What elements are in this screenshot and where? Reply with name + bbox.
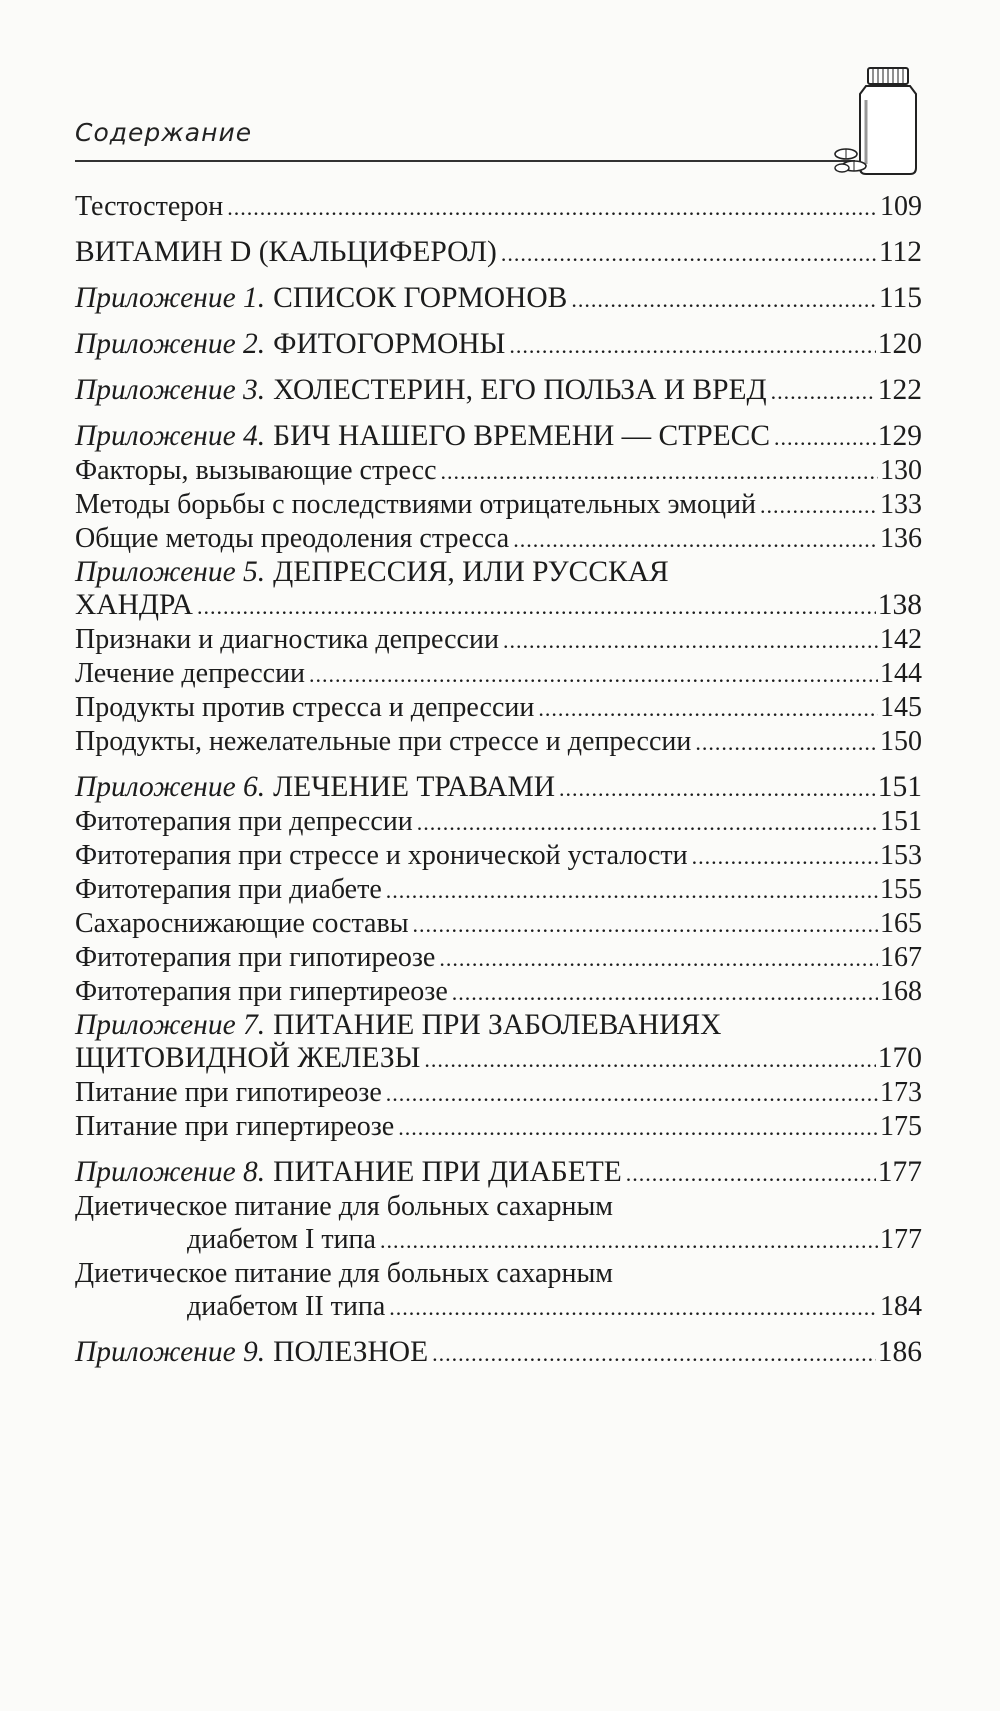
appendix-label: Приложение 6. (75, 771, 266, 803)
toc-entry-page: 165 (880, 908, 922, 939)
toc-entry-title: Фитотерапия при стрессе и хронической усталости (75, 840, 688, 871)
toc-entry-title: Тестостерон (75, 191, 224, 222)
leader-dots (695, 726, 878, 759)
leader-dots (386, 1077, 878, 1110)
toc-entry-page: 177 (877, 1156, 922, 1188)
leader-dots (417, 806, 878, 839)
leader-dots (692, 840, 878, 873)
leader-dots (771, 375, 876, 408)
toc-entry-title: Общие методы преодоления стресса (75, 523, 510, 554)
toc-entry-title: Питание при гипотиреозе (75, 1077, 382, 1108)
toc-entry-title: Фитотерапия при депрессии (75, 806, 413, 837)
toc-entry-second-line (75, 1290, 922, 1324)
leader-dots (559, 772, 876, 805)
toc-entry-page: 173 (880, 1077, 922, 1108)
toc-entry-phyto-stress[interactable] (75, 839, 922, 873)
toc-entry-title: Питание при гипертиреозе (75, 1111, 395, 1142)
leader-dots (439, 942, 878, 975)
toc-entry-stress-factors[interactable] (75, 454, 922, 488)
leader-dots (538, 692, 878, 725)
leader-dots (380, 1224, 878, 1257)
page-header (75, 108, 930, 168)
toc-entry-appendix-4[interactable] (75, 420, 922, 454)
appendix-label: Приложение 8. (75, 1156, 266, 1188)
toc-entry-page: 168 (880, 976, 922, 1007)
toc-entry-page: 151 (877, 771, 922, 803)
leader-dots (626, 1157, 876, 1190)
table-of-contents (75, 190, 922, 1370)
toc-entry-title: Факторы, вызывающие стресс (75, 455, 437, 486)
toc-entry-appendix-7[interactable] (75, 1009, 922, 1076)
toc-entry-title: ФИТОГОРМОНЫ (273, 328, 506, 360)
leader-dots (386, 874, 878, 907)
toc-entry-page: 155 (880, 874, 922, 905)
toc-entry-page: 177 (880, 1224, 922, 1255)
toc-entry-page: 120 (877, 328, 922, 360)
leader-dots (513, 523, 878, 556)
toc-entry-title: Фитотерапия при диабете (75, 874, 382, 905)
leader-dots (509, 329, 875, 362)
toc-entry-phyto-hypothyroid[interactable] (75, 941, 922, 975)
toc-entry-title: Продукты против стресса и депрессии (75, 692, 535, 723)
toc-entry-page: 136 (880, 523, 922, 554)
toc-entry-emotion-methods[interactable] (75, 488, 922, 522)
toc-entry-title: Сахароснижающие составы (75, 908, 409, 939)
toc-entry-title: ПИТАНИЕ ПРИ ДИАБЕТЕ (273, 1156, 622, 1188)
toc-entry-page: 145 (880, 692, 922, 723)
toc-entry-testosterone[interactable] (75, 190, 922, 224)
toc-entry-depression-signs[interactable] (75, 623, 922, 657)
toc-entry-title: Лечение депрессии (75, 658, 306, 689)
page-title: Содержание (75, 118, 253, 147)
toc-entry-phyto-hyperthyroid[interactable] (75, 975, 922, 1009)
toc-entry-appendix-1[interactable] (75, 282, 922, 316)
toc-entry-title: Методы борьбы с последствиями отрицательных эмоций (75, 489, 756, 520)
medicine-bottle-icon (830, 64, 930, 176)
toc-entry-first-line (75, 1009, 922, 1042)
leader-dots (760, 489, 878, 522)
leader-dots (432, 1337, 876, 1370)
toc-entry-page: 184 (880, 1291, 922, 1322)
toc-entry-title-continued: ЩИТОВИДНОЙ ЖЕЛЕЗЫ (75, 1042, 421, 1074)
toc-entry-page: 115 (878, 282, 922, 314)
toc-entry-title: ДЕПРЕССИЯ, ИЛИ РУССКАЯ (273, 556, 669, 588)
toc-entry-title-continued: диабетом I типа (187, 1224, 376, 1255)
leader-dots (197, 590, 876, 623)
toc-entry-sugar-lowering[interactable] (75, 907, 922, 941)
toc-entry-first-line (75, 556, 922, 589)
toc-entry-page: 150 (880, 726, 922, 757)
leader-dots (413, 908, 878, 941)
toc-entry-page: 129 (877, 420, 922, 452)
appendix-label: Приложение 4. (75, 420, 266, 452)
leader-dots (571, 283, 877, 316)
toc-entry-title: ПИТАНИЕ ПРИ ЗАБОЛЕВАНИЯХ (273, 1009, 722, 1041)
toc-entry-page: 153 (880, 840, 922, 871)
toc-entry-title: ВИТАМИН D (КАЛЬЦИФЕРОЛ) (75, 236, 497, 268)
toc-entry-title: Продукты, нежелательные при стрессе и депрессии (75, 726, 692, 757)
toc-entry-appendix-6[interactable] (75, 771, 922, 805)
leader-dots (309, 658, 878, 691)
appendix-label: Приложение 7. (75, 1009, 266, 1041)
leader-dots (441, 455, 878, 488)
toc-entry-diet-diabetes-type-1[interactable] (75, 1190, 922, 1257)
toc-entry-title-continued: диабетом II типа (187, 1291, 386, 1322)
toc-entry-page: 112 (878, 236, 922, 268)
toc-entry-page: 133 (880, 489, 922, 520)
toc-entry-first-line: Диетическое питание для больных сахарным (75, 1191, 613, 1222)
toc-entry-title: СПИСОК ГОРМОНОВ (273, 282, 568, 314)
toc-entry-diet-diabetes-type-2[interactable] (75, 1257, 922, 1324)
appendix-label: Приложение 9. (75, 1336, 266, 1368)
toc-entry-title: Признаки и диагностика депрессии (75, 624, 499, 655)
toc-entry-second-line (75, 1042, 922, 1076)
toc-entry-first-line: Диетическое питание для больных сахарным (75, 1258, 613, 1289)
appendix-label: Приложение 5. (75, 556, 266, 588)
leader-dots (389, 1291, 878, 1324)
toc-entry-page: 186 (877, 1336, 922, 1368)
toc-entry-stress-methods[interactable] (75, 522, 922, 556)
toc-entry-page: 170 (877, 1042, 922, 1074)
leader-dots (227, 191, 878, 224)
toc-entry-page: 144 (880, 658, 922, 689)
toc-entry-phyto-diabetes[interactable] (75, 873, 922, 907)
appendix-label: Приложение 1. (75, 282, 266, 314)
leader-dots (452, 976, 878, 1009)
toc-entry-page: 138 (877, 589, 922, 621)
toc-entry-title: ЛЕЧЕНИЕ ТРАВАМИ (273, 771, 556, 803)
leader-dots (503, 624, 878, 657)
leader-dots (501, 237, 877, 270)
toc-entry-second-line (75, 589, 922, 623)
toc-entry-page: 151 (880, 806, 922, 837)
toc-entry-page: 130 (880, 455, 922, 486)
toc-entry-appendix-2[interactable] (75, 328, 922, 362)
toc-entry-title: ПОЛЕЗНОЕ (273, 1336, 429, 1368)
toc-entry-page: 122 (877, 374, 922, 406)
appendix-label: Приложение 2. (75, 328, 266, 360)
toc-entry-page: 109 (880, 191, 922, 222)
toc-entry-title-continued: ХАНДРА (75, 589, 193, 621)
toc-entry-diet-hypothyroid[interactable] (75, 1076, 922, 1110)
leader-dots (774, 421, 876, 454)
header-rule (75, 160, 855, 162)
toc-entry-appendix-8[interactable] (75, 1156, 922, 1190)
toc-entry-appendix-5[interactable] (75, 556, 922, 623)
toc-entry-second-line (75, 1223, 922, 1257)
toc-entry-depression-treatment[interactable] (75, 657, 922, 691)
toc-entry-page: 142 (880, 624, 922, 655)
toc-entry-title: ХОЛЕСТЕРИН, ЕГО ПОЛЬЗА И ВРЕД (273, 374, 767, 406)
toc-entry-page: 167 (880, 942, 922, 973)
toc-entry-title: Фитотерапия при гипертиреозе (75, 976, 448, 1007)
leader-dots (424, 1043, 875, 1076)
toc-entry-phyto-depression[interactable] (75, 805, 922, 839)
toc-entry-appendix-3[interactable] (75, 374, 922, 408)
appendix-label: Приложение 3. (75, 374, 266, 406)
toc-entry-anti-stress-foods[interactable] (75, 691, 922, 725)
toc-entry-appendix-9[interactable] (75, 1336, 922, 1370)
toc-entry-title: Фитотерапия при гипотиреозе (75, 942, 436, 973)
toc-entry-vitamin-d[interactable] (75, 236, 922, 270)
toc-entry-diet-hyperthyroid[interactable] (75, 1110, 922, 1144)
toc-entry-title: БИЧ НАШЕГО ВРЕМЕНИ — СТРЕСС (273, 420, 771, 452)
toc-entry-undesirable-foods[interactable] (75, 725, 922, 759)
leader-dots (398, 1111, 878, 1144)
toc-entry-page: 175 (880, 1111, 922, 1142)
